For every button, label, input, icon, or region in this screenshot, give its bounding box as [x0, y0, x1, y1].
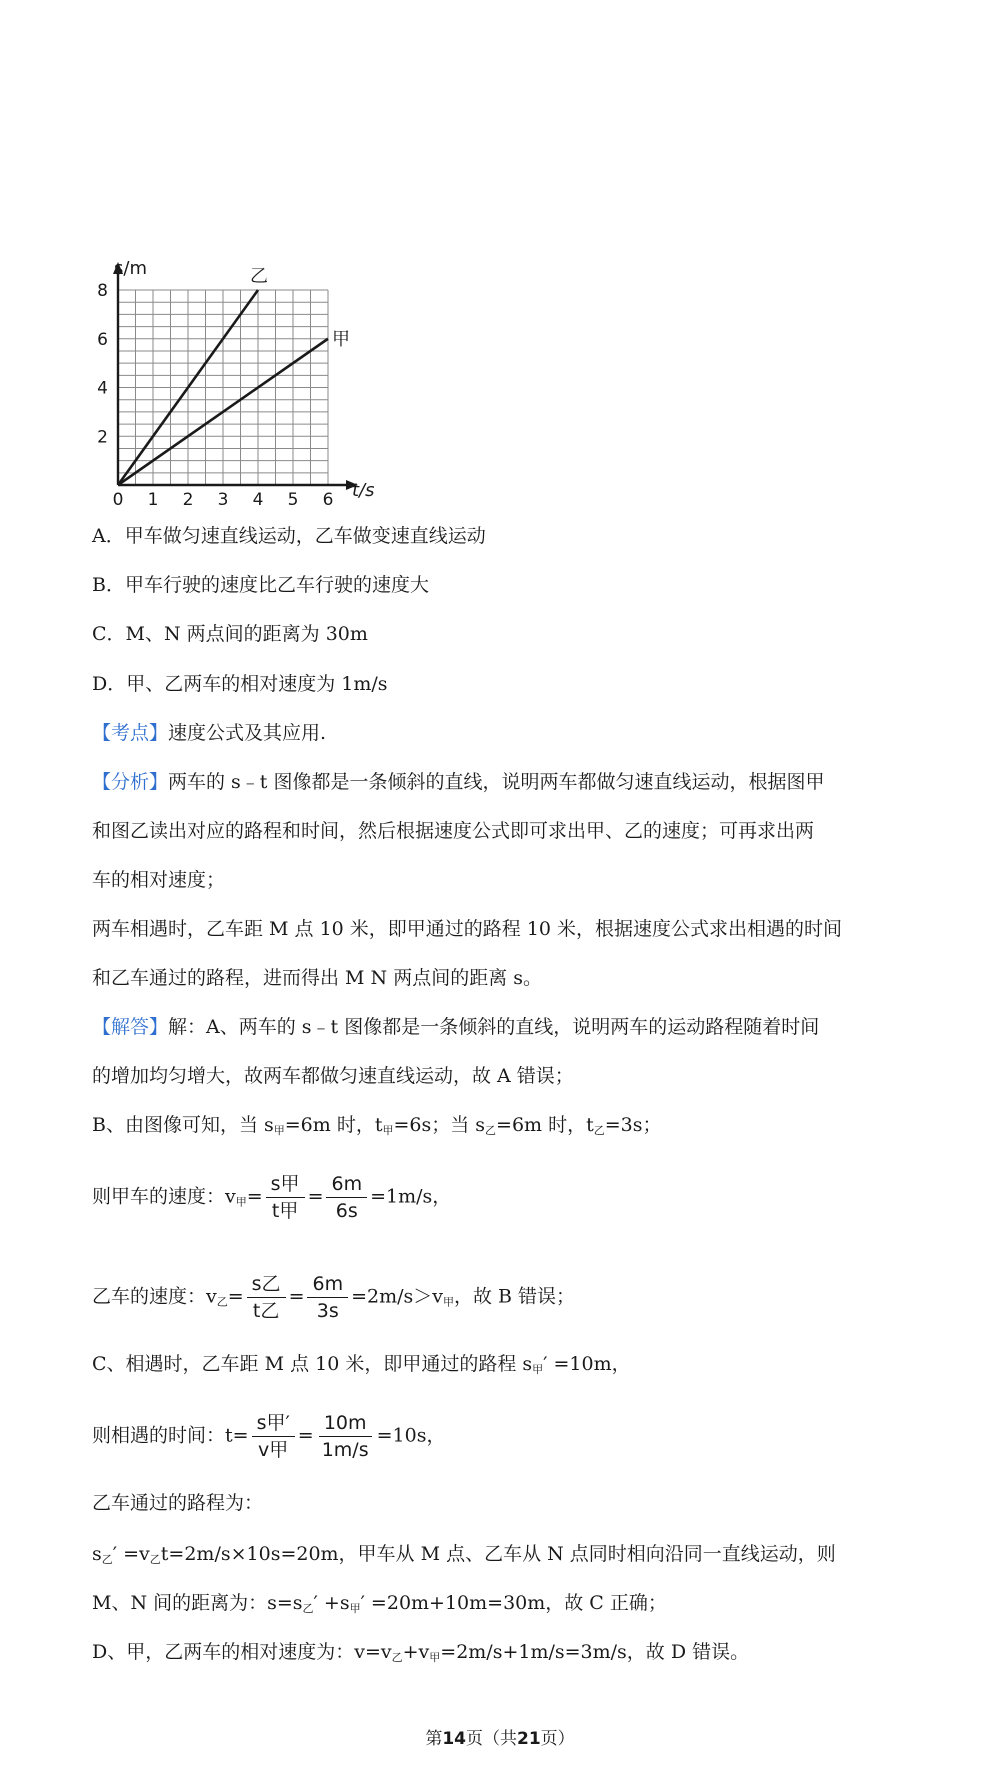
jieda-b-line: [92, 1110, 662, 1146]
fenxi-line-3: 车的相对速度；: [92, 869, 226, 891]
c-text-1: C、相遇时，乙车距 M 点 10 米，即甲通过的路程 s: [92, 1353, 533, 1375]
c-sub-1: 甲: [532, 1363, 544, 1376]
jieda-tag: 【解答】: [92, 1016, 169, 1038]
mn-text-1: M、N 间的距离为：s=s: [92, 1592, 303, 1614]
t-meet-fraction-symbolic: [252, 1411, 295, 1462]
fraction-denominator: 3s: [316, 1300, 339, 1322]
fraction-denominator: v甲: [258, 1439, 289, 1461]
jieda-line-1: [92, 1012, 819, 1042]
b-sub-2: 甲: [382, 1124, 394, 1137]
option-b: B．甲车行驶的速度比乙车行驶的速度大: [92, 574, 429, 596]
fenxi-line-2: 和图乙读出对应的路程和时间，然后根据速度公式即可求出甲、乙的速度；可再求出两: [92, 820, 815, 842]
x-tick-label: 5: [287, 490, 299, 508]
x-tick-label: 2: [182, 490, 194, 508]
c-text-2: ′ =10m，: [543, 1353, 631, 1375]
b-text-1: B、由图像可知，当 s: [92, 1114, 274, 1136]
x-tick-label: 3: [217, 490, 229, 508]
v-yi-formula: [92, 1272, 575, 1323]
option-a: A．甲车做匀速直线运动，乙车做变速直线运动: [92, 525, 486, 547]
v-yi-fraction-values: [307, 1272, 348, 1323]
jieda-d-line: [92, 1637, 749, 1673]
d-text-3: =2m/s+1m/s=3m/s，故 D 错误。: [440, 1641, 750, 1663]
fraction-denominator: 1m/s: [321, 1439, 369, 1461]
v-yi-tail: ，故 B 错误；: [454, 1285, 576, 1308]
y-axis-label: s/m: [114, 258, 147, 279]
fraction-denominator: t乙: [252, 1300, 280, 1322]
b-sub-1: 甲: [273, 1124, 285, 1137]
fraction-denominator: t甲: [271, 1200, 299, 1222]
v-jia-sub: 甲: [235, 1195, 247, 1209]
series-label: 乙: [250, 266, 268, 287]
v-yi-sub-2: 甲: [443, 1295, 455, 1309]
footer-pre: 第: [425, 1729, 443, 1749]
fenxi-text-1: 两车的 s﹣t 图像都是一条倾斜的直线，说明两车都做匀速直线运动，根据图甲: [168, 771, 825, 793]
footer-total: 21: [517, 1729, 541, 1749]
v-jia-eq-2: =: [307, 1185, 324, 1208]
fraction-numerator: 6m: [326, 1172, 367, 1198]
jieda-text-1: 解：A、两车的 s﹣t 图像都是一条倾斜的直线，说明两车的运动路程随着时间: [168, 1016, 820, 1038]
x-tick-label: 4: [252, 490, 264, 508]
jieda-line-2: 的增加均匀增大，故两车都做匀速直线运动，故 A 错误；: [92, 1065, 574, 1087]
v-jia-eq: =: [246, 1185, 263, 1208]
v-yi-mid: =2m/s＞v: [351, 1285, 444, 1308]
s-yi-sub-2: 乙: [149, 1553, 161, 1566]
fraction-numerator: 6m: [307, 1272, 348, 1298]
fenxi-line-5: 和乙车通过的路程，进而得出 M N 两点间的距离 s。: [92, 967, 542, 989]
b-text-5: =3s；: [604, 1114, 662, 1136]
t-meet-formula: [92, 1411, 445, 1462]
footer-page: 14: [442, 1729, 466, 1749]
jieda-c-line: [92, 1349, 631, 1385]
v-jia-lead: 则甲车的速度：v: [92, 1185, 236, 1208]
fraction-numerator: 10m: [319, 1411, 372, 1437]
y-tick-label: 2: [97, 427, 108, 448]
mn-distance-line: [92, 1588, 667, 1624]
mn-text-3: ′ =20m+10m=30m，故 C 正确；: [360, 1592, 667, 1614]
x-tick-label: 6: [322, 490, 334, 508]
v-yi-lead: 乙车的速度：v: [92, 1285, 217, 1308]
x-tick-label: 0: [112, 490, 124, 508]
y-tick-label: 8: [97, 281, 108, 301]
d-sub-1: 乙: [391, 1651, 403, 1664]
v-jia-fraction-values: [326, 1172, 367, 1223]
s-t-chart: [88, 258, 398, 508]
v-yi-sub: 乙: [216, 1295, 228, 1309]
page-footer: [0, 1727, 1000, 1751]
x-axis-label: t/s: [352, 480, 375, 501]
s-yi-sub-1: 乙: [101, 1553, 113, 1566]
kaodian-tag: 【考点】: [92, 722, 169, 744]
mn-sub-1: 乙: [302, 1602, 314, 1615]
s-yi-text-3: t=2m/s×10s=20m，甲车从 M 点、乙车从 N 点同时相向沿同一直线运动，则: [160, 1543, 836, 1565]
t-meet-fraction-values: [317, 1411, 374, 1462]
v-jia-fraction-symbolic: [266, 1172, 305, 1223]
s-yi-text-1: s: [92, 1543, 102, 1565]
d-text-2: +v: [402, 1641, 430, 1663]
d-text-1: D、甲，乙两车的相对速度为：v=v: [92, 1641, 392, 1663]
fraction-numerator: s乙: [247, 1272, 286, 1298]
yi-path-line: 乙车通过的路程为：: [92, 1492, 264, 1514]
x-tick-label: 1: [147, 490, 159, 508]
kaodian-line: [92, 718, 326, 748]
kaodian-text: 速度公式及其应用.: [168, 722, 327, 744]
footer-post: 页）: [540, 1729, 575, 1749]
v-yi-eq: =: [227, 1285, 244, 1308]
option-d: D．甲、乙两车的相对速度为 1m/s: [92, 673, 388, 695]
b-text-4: =6m 时，t: [496, 1114, 594, 1136]
t-meet-tail: =10s，: [376, 1424, 446, 1447]
fraction-numerator: s甲: [266, 1172, 305, 1198]
chart-grid: [118, 290, 328, 485]
t-meet-lead: 则相遇的时间：t=: [92, 1424, 249, 1447]
v-yi-eq-2: =: [288, 1285, 305, 1308]
s-yi-line: [92, 1539, 836, 1575]
v-jia-formula: [92, 1172, 451, 1223]
y-tick-label: 4: [97, 378, 108, 399]
t-meet-eq: =: [297, 1424, 314, 1447]
s-yi-text-2: ′ =v: [112, 1543, 150, 1565]
footer-mid: 页（共: [466, 1729, 517, 1749]
v-yi-fraction-symbolic: [247, 1272, 286, 1323]
fraction-denominator: 6s: [335, 1200, 358, 1222]
fenxi-tag: 【分析】: [92, 771, 169, 793]
b-text-3: =6s；当 s: [393, 1114, 486, 1136]
b-sub-4: 乙: [593, 1124, 605, 1137]
mn-text-2: ′ +s: [313, 1592, 350, 1614]
mn-sub-2: 甲: [349, 1602, 361, 1615]
b-text-2: =6m 时，t: [284, 1114, 383, 1136]
v-jia-tail: =1m/s，: [370, 1185, 452, 1208]
b-sub-3: 乙: [485, 1124, 497, 1137]
fenxi-line-1: [92, 767, 824, 797]
fenxi-line-4: 两车相遇时，乙车距 M 点 10 米，即甲通过的路程 10 米，根据速度公式求出相遇的时间: [92, 918, 843, 940]
y-tick-label: 6: [97, 329, 108, 350]
chart-axes: [113, 262, 358, 490]
fraction-numerator: s甲′: [252, 1411, 295, 1437]
d-sub-2: 甲: [429, 1651, 441, 1664]
option-c: C．M、N 两点间的距离为 30m: [92, 623, 368, 645]
series-label: 甲: [332, 328, 350, 350]
